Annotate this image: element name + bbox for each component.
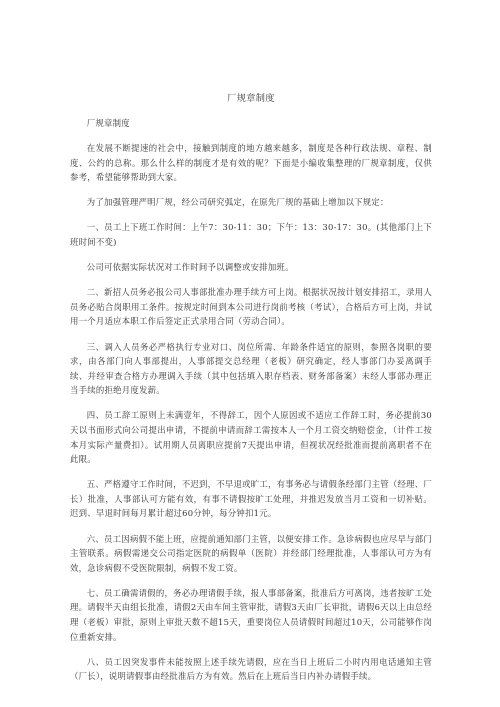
paragraph-preamble: 为了加强管理严明厂规，经公司研究弧定，在原先厂规的基础上增加以下规定： — [86, 197, 389, 208]
paragraph-rule-7: 七、员工确需请假的，务必办理请假手续，报人事部备案，批准后方可离岗，违者按旷工处理。请假半天由组长批准，请假2天由车间主管审批，请假3天由厂长审批，请假6天以上由总经理（老板）审批，原则上审批天数不超15天，重要岗位人员请假时间超过10天，公司能够作岗位重新安排。 — [70, 587, 432, 642]
paragraph-rule-2: 二、新招人员务必报公司人事部批准办理手续方可上岗。根据状况按计划安排招工，录用人员务必贴合岗职用工条件。按规定时间到本公司进行岗前考核（考试），合格后方可上岗，并试用一个月适应本职工作后签定正式录用合同（劳动合同）。 — [70, 287, 432, 327]
paragraph-rule-1: 一、员工上下班工作时间：上午7：30-11：30；下午：13：30-17：30。(其他部门上下班时间不变) — [70, 222, 432, 248]
paragraph-rule-4: 四、员工辞工原则上未满壹年，不得辞工，因个人原因或不适应工作辞工时，务必提前30天以书面形式向公司提出申请，不提前申请而辞工需按本人一个月工资交纳赔偿金，（计件工按本月实际产量费扣）。试用期人员离职应提前7天提出申请，但视状况经批准而提前离职者不在此限。 — [70, 410, 432, 465]
document-body — [70, 116, 432, 684]
paragraph-rule-5: 五、严格遵守工作时间，不迟到，不早退或旷工，有事务必与请假条经部门主管（经理、厂长）批准，人事部认可方能有效，有事不请假按旷工处理，并推迟发放当月工资和一切补贴。迟到、早退时间每月累计超过60分钟，每分钟扣1元。 — [70, 479, 432, 519]
paragraph-subtitle: 厂规章制度 — [86, 118, 130, 128]
paragraph-rule-6: 六、员工因病假不能上班，应提前通知部门主管，以便安排工作。急诊病假也应尽早与部门主管联系。病假需递交公司指定医院的病假单（医院）并经部门经理批准，人事部认可方为有效，急诊病假不受医院限制，病假不发工资。 — [70, 533, 432, 573]
document-title: 厂规章制度 — [227, 93, 275, 104]
paragraph-rule-1-note: 公司可依据实际状况对工作时间予以调整或安排加班。 — [86, 262, 294, 273]
paragraph-rule-3: 三、调入人员务必严格执行专业对口、岗位所需、年龄条件适宜的原则，参照各岗职的要求，由各部门向人事部提出，人事部提交总经理（老板）研究确定，经人事部门办妥离调手续、并经审查合格方办理调入手续（其中包括填入职存档表、财务部备案）未经人事部办理正当手续的拒绝月度发薪。 — [70, 341, 432, 396]
paragraph-intro: 在发展不断提速的社会中，接触到制度的地方越来越多，制度是各种行政法规、章程、制度、公约的总称。那么什么样的制度才是有效的呢？下面是小编收集整理的厂规章制度，仅供参考，希望能够帮助到大家。 — [70, 143, 432, 183]
paragraph-rule-8: 八、员工因突发事件未能按照上述手续先请假，应在当日上班后二小时内用电话通知主管（厂长），说明请假事由经批准后方为有效。然后在上班后当日内补办请假手续。 — [70, 656, 432, 682]
